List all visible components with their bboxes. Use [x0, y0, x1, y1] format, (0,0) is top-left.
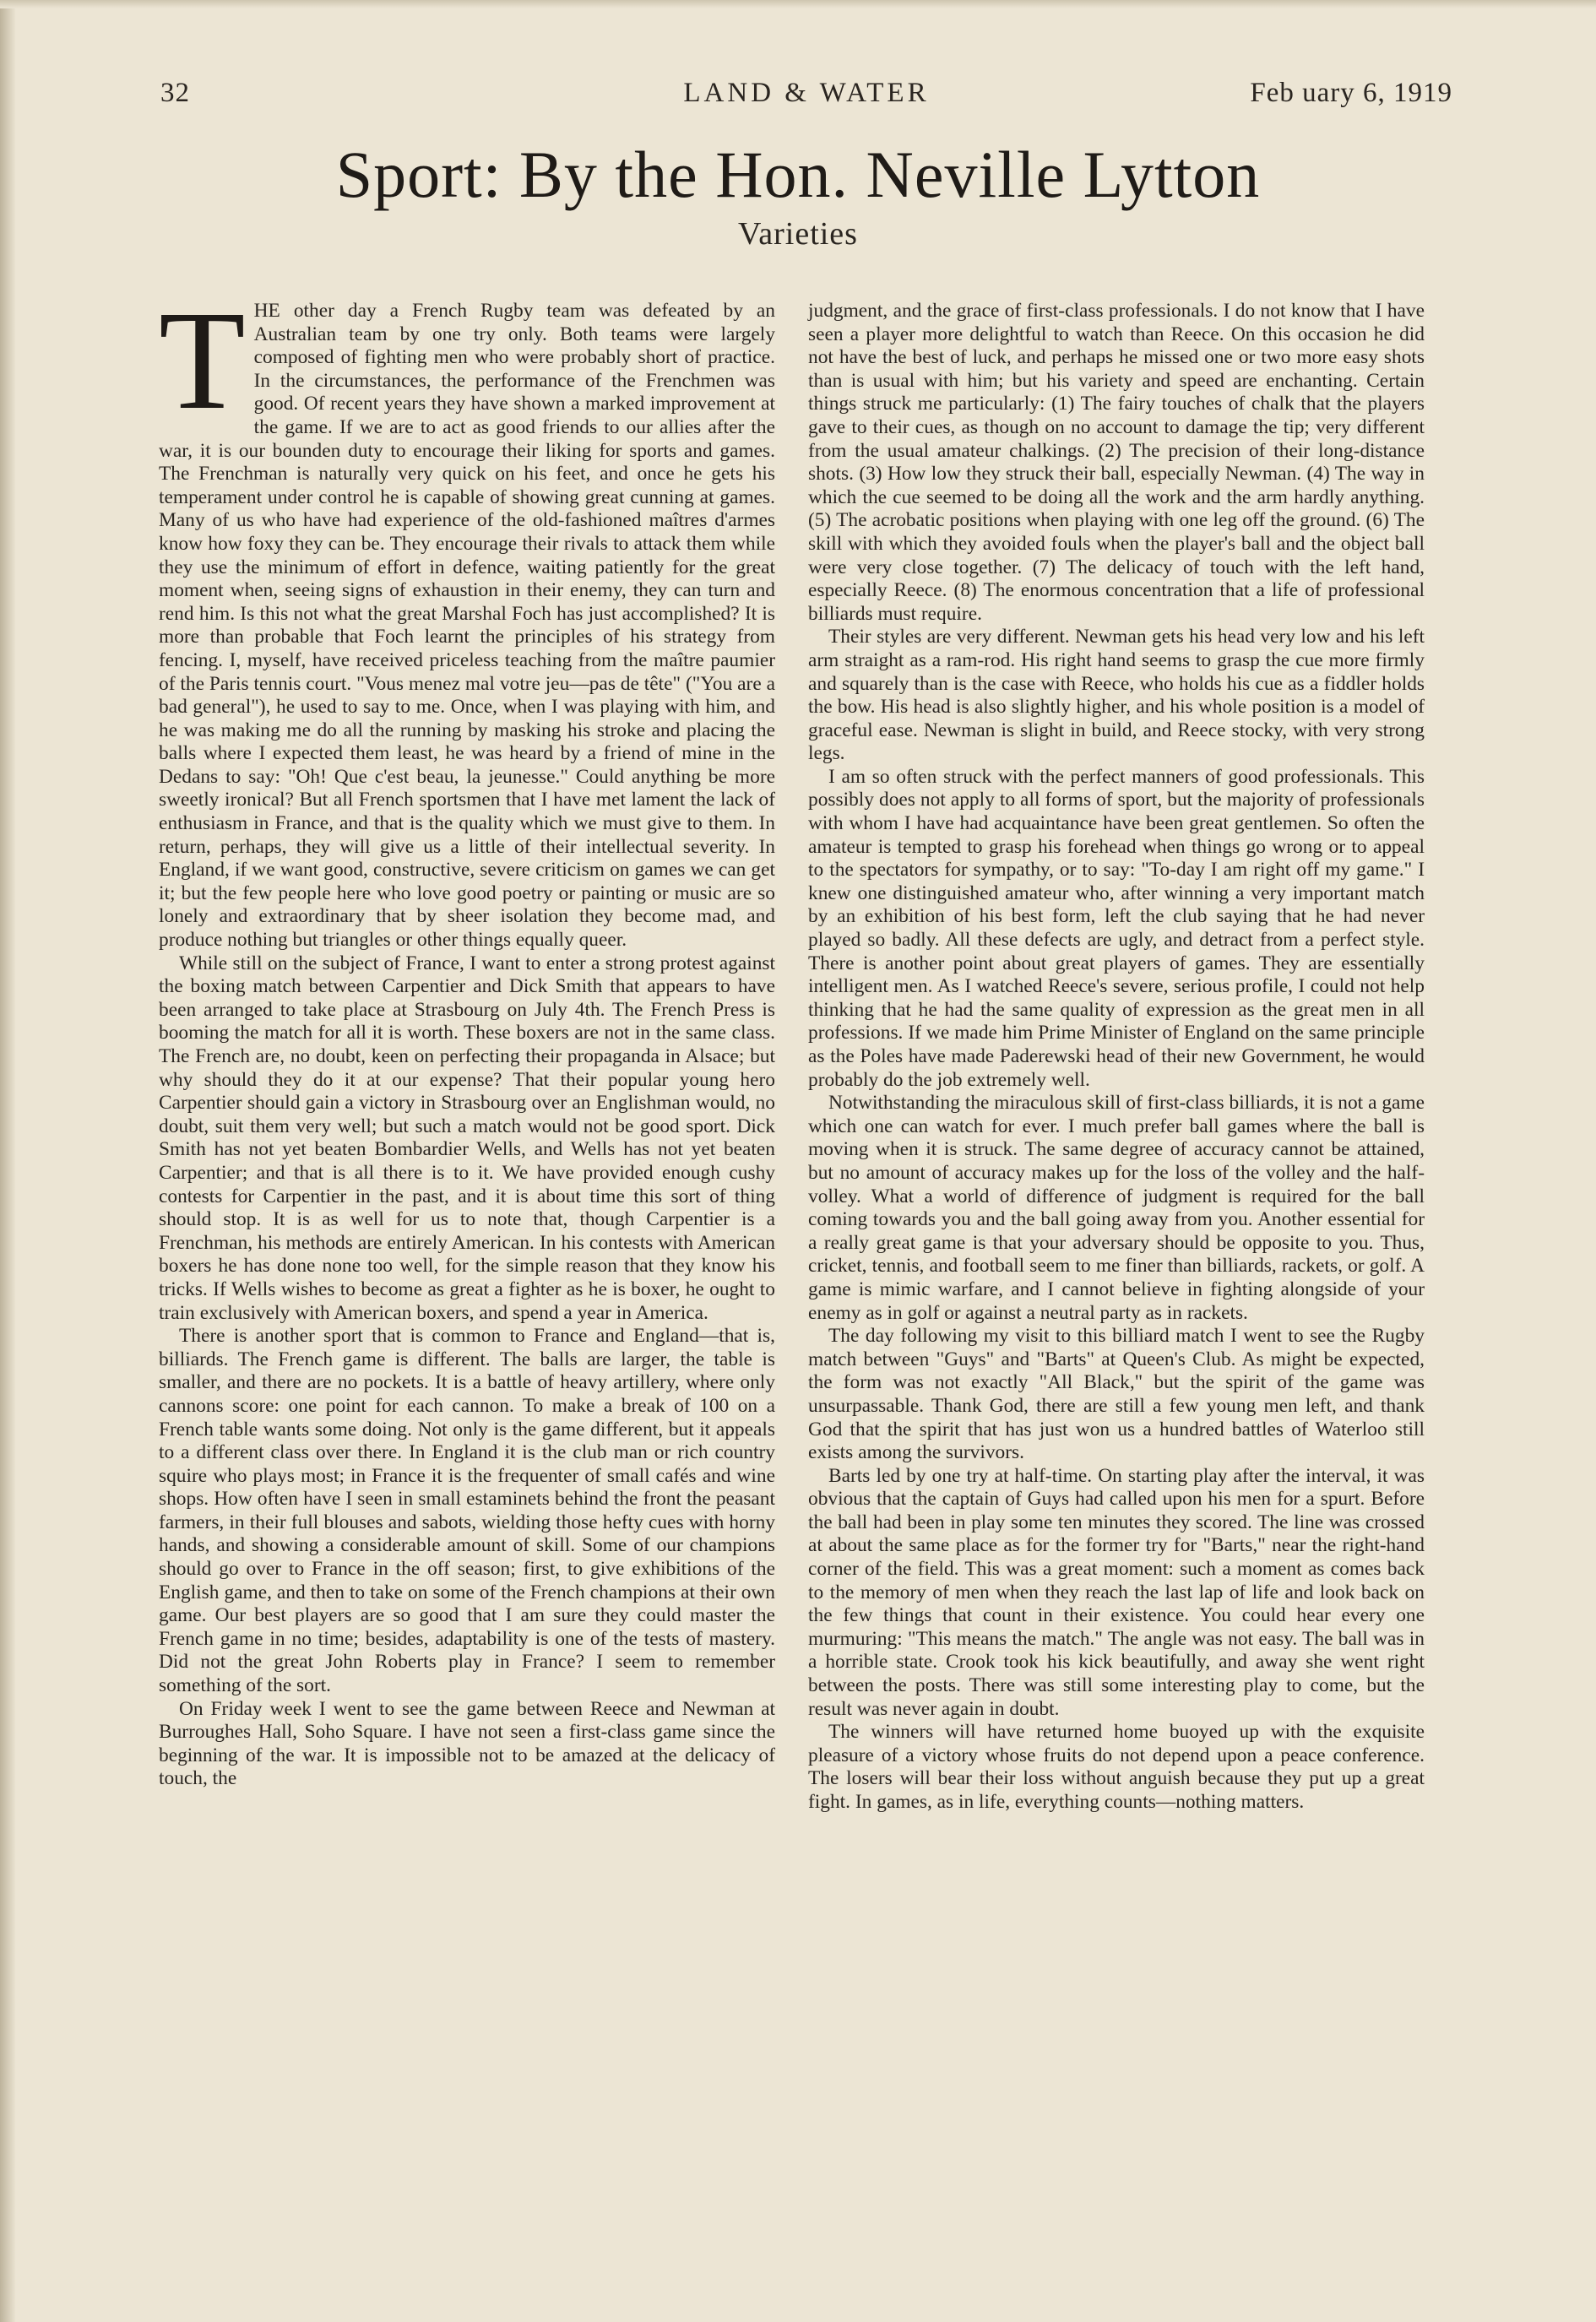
text-column-right: [808, 300, 1425, 2208]
paragraph-text: HE other day a French Rugby team was defeated by an Australian team by one try only. Both teams were largely composed of fighting men who were probably short of practice. In the circumstances, the performance of the Frenchmen was good. Of recent years they have shown a marked improvement at the game. If we are to act as good friends to our allies after the war, it is our bounden duty to encourage their liking for sports and games. The Frenchman is naturally very quick on his feet, and once he gets his temperament under control he is capable of showing great cunning at games. Many of us who have had experience of the old-fashioned maîtres d'armes know how foxy they can be. They encourage their rivals to attack them while they use the minimum of effort in defence, waiting patiently for the great moment when, seeing signs of exhaustion in their enemy, they can turn and rend him. Is this not what the great Marshal Foch has just accomplished? It is more than probable that Foch learnt the principles of his strategy from fencing. I, myself, have received priceless teaching from the maître paumier of the Paris tennis court. "Vous menez mal votre jeu—pas de tête" ("You are a bad general"), he used to say to me. Once, when I was playing with him, and he was making me do all the running by masking his stroke and placing the balls where I expected them least, he was heard by a friend of mine in the Dedans to say: "Oh! Que c'est beau, la jeunesse." Could anything be more sweetly ironical? But all French sportsmen that I have met lament the lack of enthusiasm in France, and that is the quality which we must give to them. In return, perhaps, they will give us a little of their intellectual severity. In England, if we want good, constructive, severe criticism on games we can get it; but the few people here who love good poetry or painting or music are so lonely and extraordinary that by sheer isolation they become mad, and produce nothing but triangles or other things equally queer.: [159, 300, 775, 952]
paragraph: Notwithstanding the miraculous skill of first-class billiards, it is not a game which one can watch for ever. I much prefer ball games where the ball is moving when it is struck. The same degree of accuracy cannot be attained, but no amount of accuracy makes up for the loss of the volley and the half-volley. What a world of difference of judgment is required for the ball coming towards you and the ball going away from you. Another essential for a really great game is that your adversary should be opposite to you. Thus, cricket, tennis, and football seem to me finer than billiards, rackets, or golf. A game is mimic warfare, and I cannot believe in fighting alongside of your enemy as in golf or against a neutral party as in rackets.: [808, 1092, 1425, 1324]
paragraph: On Friday week I went to see the game between Reece and Newman at Burroughes Hall, Soho Square. I have not seen a first-class game since the beginning of the war. It is impossible not to be amazed at the delicacy of touch, the: [159, 1697, 775, 1790]
paragraph: Barts led by one try at half-time. On starting play after the interval, it was obvious that the captain of Guys had called upon his men for a spurt. Before the ball had been in play some ten minutes they scored. The line was crossed at about the same place as for the former try for "Barts," near the right-hand corner of the field. This was a great moment: such a moment as comes back to the memory of men when they reach the last lap of life and look back on the few things that count in their existence. You could hear every one murmuring: "This means the match." The angle was not easy. The ball was in a horrible state. Crook took his kick beautifully, and away she went right between the posts. There was still some interesting play to come, but the result was never again in doubt.: [808, 1464, 1425, 1720]
paragraph: While still on the subject of France, I want to enter a strong protest against the boxing match between Carpentier and Dick Smith that appears to have been arranged to take place at Strasbourg on July 4th. The French Press is booming the match for all it is worth. These boxers are not in the same class. The French are, no doubt, keen on perfecting their propaganda in Alsace; but why should they do it at our expense? That their popular young hero Carpentier should gain a victory in Strasbourg over an Englishman would, no doubt, suit them very well; but such a match would not be good sport. Dick Smith has not yet beaten Bombardier Wells, and Wells has not yet beaten Carpentier; and that is all there is to it. We have provided enough cushy contests for Carpentier in the past, and it is about time this sort of thing should stop. It is as well for us to note that, though Carpentier is a Frenchman, his methods are entirely American. In his contests with American boxers he has done none too well, for the simple reason that they know his tricks. If Wells wishes to become as great a fighter as he is boxer, he ought to train exclusively with American boxers, and spend a year in America.: [159, 952, 775, 1324]
paragraph: judgment, and the grace of first-class professionals. I do not know that I have seen a player more delightful to watch than Reece. On this occasion he did not have the best of luck, and perhaps he missed one or two more easy shots than is usual with him; but his variety and speed are enchanting. Certain things struck me particularly: (1) The fairy touches of chalk that the players gave to their cues, as though on no account to damage the tip; very different from the usual amateur chalkings. (2) The precision of their long-distance shots. (3) How low they struck their ball, especially Newman. (4) The way in which the cue seemed to be doing all the work and the arm hardly anything. (5) The acrobatic positions when playing with one leg off the ground. (6) The skill with which they avoided fouls when the player's ball and the object ball were very close together. (7) The delicacy of touch with the left hand, especially Reece. (8) The enormous concentration that a life of professional billiards must require.: [808, 300, 1425, 625]
page-number: 32: [160, 78, 190, 108]
page-top-edge: [0, 0, 1596, 8]
paragraph: Their styles are very different. Newman gets his head very low and his left arm straight as a ram-rod. His right hand seems to grasp the cue more firmly and squarely than is the case with Reece, who holds his cue as a fiddler holds the bow. His head is also slightly higher, and his whole position is a model of graceful ease. Newman is slight in build, and Reece stocky, with very strong legs.: [808, 626, 1425, 765]
paragraph: I am so often struck with the perfect manners of good professionals. This possibly does not apply to all forms of sport, but the majority of professionals with whom I have had acquaintance have been great gentlemen. So often the amateur is tempted to grasp his forehead when things go wrong or to appeal to the spectators for sympathy, or to say: "To-day I am right off my game." I knew one distinguished amateur who, after winning a very important match by an exhibition of his best form, left the club saying that he had never played so badly. All these defects are ugly, and detract from a perfect style. There is another point about great players of games. They are essentially intelligent men. As I watched Reece's severe, serious profile, I could not help thinking that he had the same quality of expression as the great men in all professions. If we made him Prime Minister of England on the same principle as the Poles have made Paderewski head of their new Government, he would probably do the job extremely well.: [808, 765, 1425, 1091]
issue-date: Feb uary 6, 1919: [1250, 78, 1452, 108]
page-edge-shadow: [0, 0, 15, 2322]
running-header: [160, 78, 1452, 120]
article-title: Sport: By the Hon. Neville Lytton: [335, 138, 1261, 211]
drop-cap: T: [159, 282, 246, 439]
text-column-left: [159, 282, 775, 2208]
paragraph: The winners will have returned home buoyed up with the exquisite pleasure of a victory whose fruits do not depend upon a peace conference. The losers will bear their loss without anguish because they put up a great fight. In games, as in life, everything counts—nothing matters.: [808, 1721, 1425, 1813]
paragraph: [159, 282, 775, 952]
publication-name: LAND & WATER: [683, 78, 930, 108]
paragraph: The day following my visit to this billiard match I went to see the Rugby match between "Guys" and "Barts" at Queen's Club. As might be expected, the form was not exactly "All Black," but the spirit of the game was unsurpassable. Thank God, there are still a few young men left, and thank God that the spirit that has just won us a hundred battles of Waterloo still exists among the survivors.: [808, 1325, 1425, 1464]
article-subtitle: Varieties: [738, 216, 858, 252]
paragraph: There is another sport that is common to France and England—that is, billiards. The French game is different. The balls are larger, the table is smaller, and there are no pockets. It is a battle of heavy artillery, where only cannons score: one point for each cannon. To make a break of 100 on a French table wants some doing. Not only is the game different, but it appeals to a different class over there. In England it is the club man or rich country squire who plays most; in France it is the frequenter of small cafés and wine shops. How often have I seen in small estaminets behind the front the peasant farmers, in their full blouses and sabots, wielding those hefty cues with horny hands, and showing a considerable amount of skill. Some of our champions should go over to France in the off season; first, to give exhibitions of the English game, and then to take on some of the French champions at their own game. Our best players are so good that I am sure they could master the French game in no time; besides, adaptability is one of the tests of mastery. Did not the great John Roberts play in France? I seem to remember something of the sort.: [159, 1325, 775, 1697]
